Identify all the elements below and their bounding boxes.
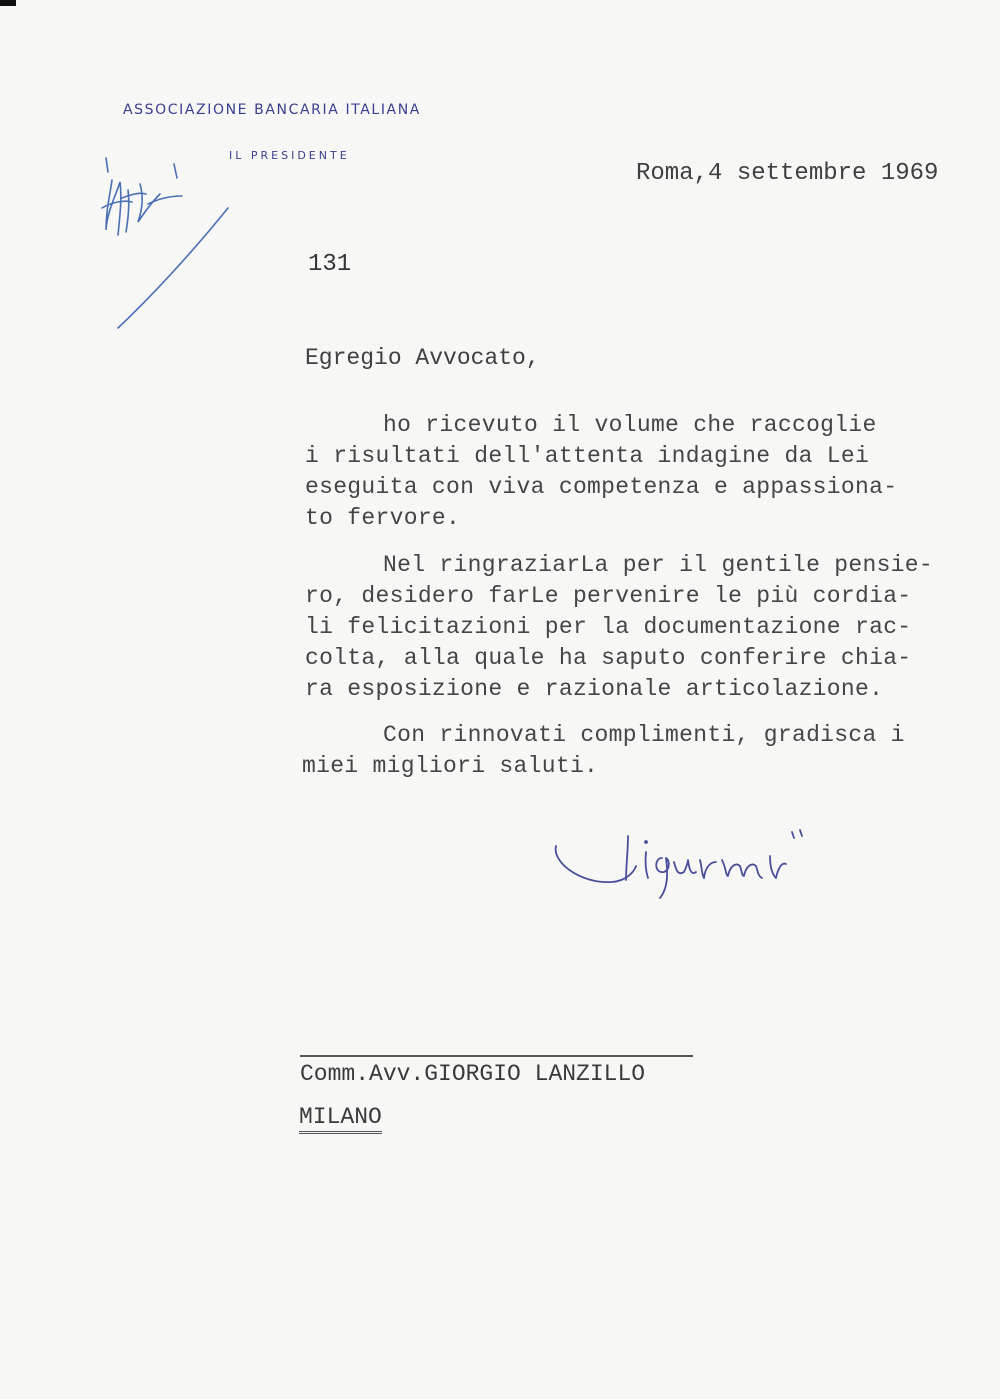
protocol-number: 131 — [308, 251, 352, 278]
recipient-name: Comm.Avv.GIORGIO LANZILLO — [300, 1061, 646, 1087]
body-line: Nel ringraziarLa per il gentile pensie- — [383, 552, 933, 578]
recipient-city: MILANO — [299, 1104, 382, 1134]
body-line: Con rinnovati complimenti, gradisca i — [383, 722, 905, 748]
body-line: colta, alla quale ha saputo conferire chia- — [305, 645, 912, 671]
handwritten-annotation-mark — [98, 150, 238, 335]
body-line: to fervore. — [305, 505, 461, 531]
body-line: miei migliori saluti. — [302, 753, 599, 779]
letterhead-role: IL PRESIDENTE — [229, 149, 350, 162]
address-divider — [300, 1055, 693, 1057]
body-line: ho ricevuto il volume che raccoglie — [383, 412, 877, 438]
date-line: Roma,4 settembre 1969 — [636, 160, 939, 187]
body-line: li felicitazioni per la documentazione rac- — [305, 614, 912, 640]
salutation: Egregio Avvocato, — [305, 345, 540, 371]
handwritten-signature — [550, 822, 840, 902]
body-line: ro, desidero farLe pervenire le più cordia- — [305, 583, 912, 609]
body-line: i risultati dell'attenta indagine da Lei — [305, 443, 870, 469]
scan-corner-mark — [0, 0, 16, 6]
letterhead-organization: ASSOCIAZIONE BANCARIA ITALIANA — [123, 102, 421, 118]
body-line: eseguita con viva competenza e appassiona- — [305, 474, 898, 500]
body-line: ra esposizione e razionale articolazione. — [305, 676, 884, 702]
